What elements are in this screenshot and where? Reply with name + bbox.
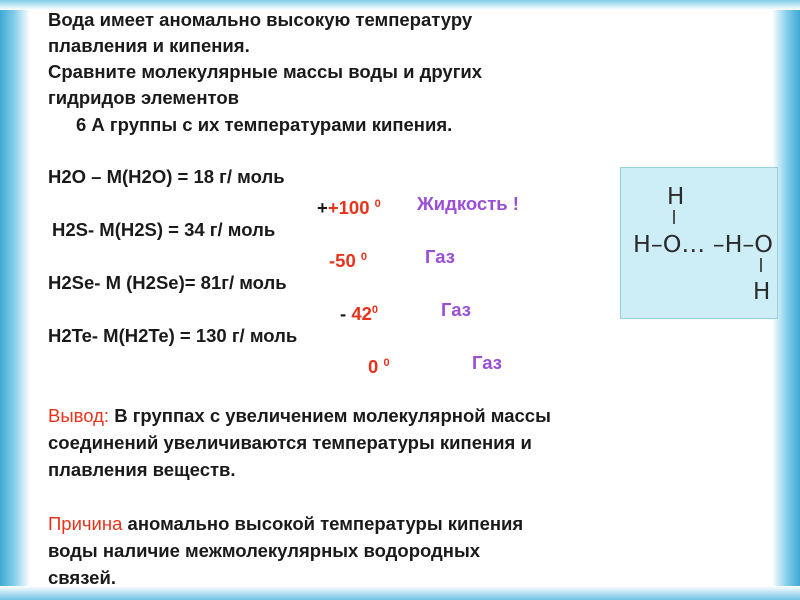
- boiling-point-h2se: [340, 299, 378, 325]
- state-h2se: Газ: [441, 299, 471, 320]
- conclusion-label: Вывод:: [48, 405, 110, 426]
- boiling-point-h2s: [329, 246, 367, 272]
- hydrogen-bond-svg: [621, 168, 779, 320]
- title-line-5: 6 А группы с их температурами кипения.: [76, 114, 453, 135]
- temp-value: 0: [368, 356, 379, 377]
- degree-mark: 0: [360, 251, 368, 263]
- bottom-gradient-border: [0, 586, 800, 600]
- hydrogen-top: H: [667, 184, 685, 210]
- reason-label: Причина: [48, 513, 123, 534]
- plus-sign: +: [317, 197, 328, 218]
- title-line-2: плавления и кипения.: [48, 35, 250, 56]
- degree-mark: 0: [371, 304, 379, 316]
- compound-formula-h2te: H2Te- M(H2Te) = 130 г/ моль: [48, 325, 298, 346]
- conclusion-line-1: [48, 405, 551, 427]
- compound-formula-h2s: H2S- M(H2S) = 34 г/ моль: [52, 219, 276, 240]
- left-gradient-border: [0, 0, 30, 600]
- title-line-1: Вода имеет аномально высокую температуру: [48, 9, 473, 30]
- structure-row: H–O… –H–O: [633, 232, 773, 258]
- boiling-point-h2te: [368, 352, 390, 378]
- state-h2s: Газ: [425, 246, 455, 267]
- conclusion-line-2: соединений увеличиваются температуры кипения и: [48, 432, 532, 453]
- reason-text-1: аномально высокой температуры кипения: [127, 513, 524, 534]
- title-line-3: Сравните молекулярные массы воды и других: [48, 61, 483, 82]
- degree-mark: 0: [383, 357, 390, 369]
- reason-line-1: [48, 513, 523, 535]
- compound-formula-h2se: H2Se- M (H2Se)= 81г/ моль: [48, 272, 287, 293]
- minus-sign: -: [340, 303, 352, 324]
- title-line-4: гидридов элементов: [48, 87, 239, 108]
- compound-formula-h2o: H2O – M(H2O) = 18 г/ моль: [48, 166, 285, 187]
- temp-value: +100: [327, 197, 370, 218]
- conclusion-line-3: плавления веществ.: [48, 459, 236, 480]
- conclusion-text-1: В группах с увеличением молекулярной массы: [114, 405, 551, 426]
- state-h2o: Жидкость !: [417, 193, 519, 214]
- temp-value: 42: [351, 303, 372, 324]
- state-h2te: Газ: [472, 352, 502, 373]
- reason-line-2: воды наличие межмолекулярных водородных: [48, 540, 481, 561]
- degree-mark: 0: [374, 198, 381, 210]
- hydrogen-bond-diagram: [620, 167, 778, 319]
- temp-value: -50: [329, 250, 356, 271]
- reason-line-3: связей.: [48, 567, 116, 588]
- boiling-point-h2o: [317, 193, 381, 219]
- hydrogen-bottom: H: [753, 279, 771, 305]
